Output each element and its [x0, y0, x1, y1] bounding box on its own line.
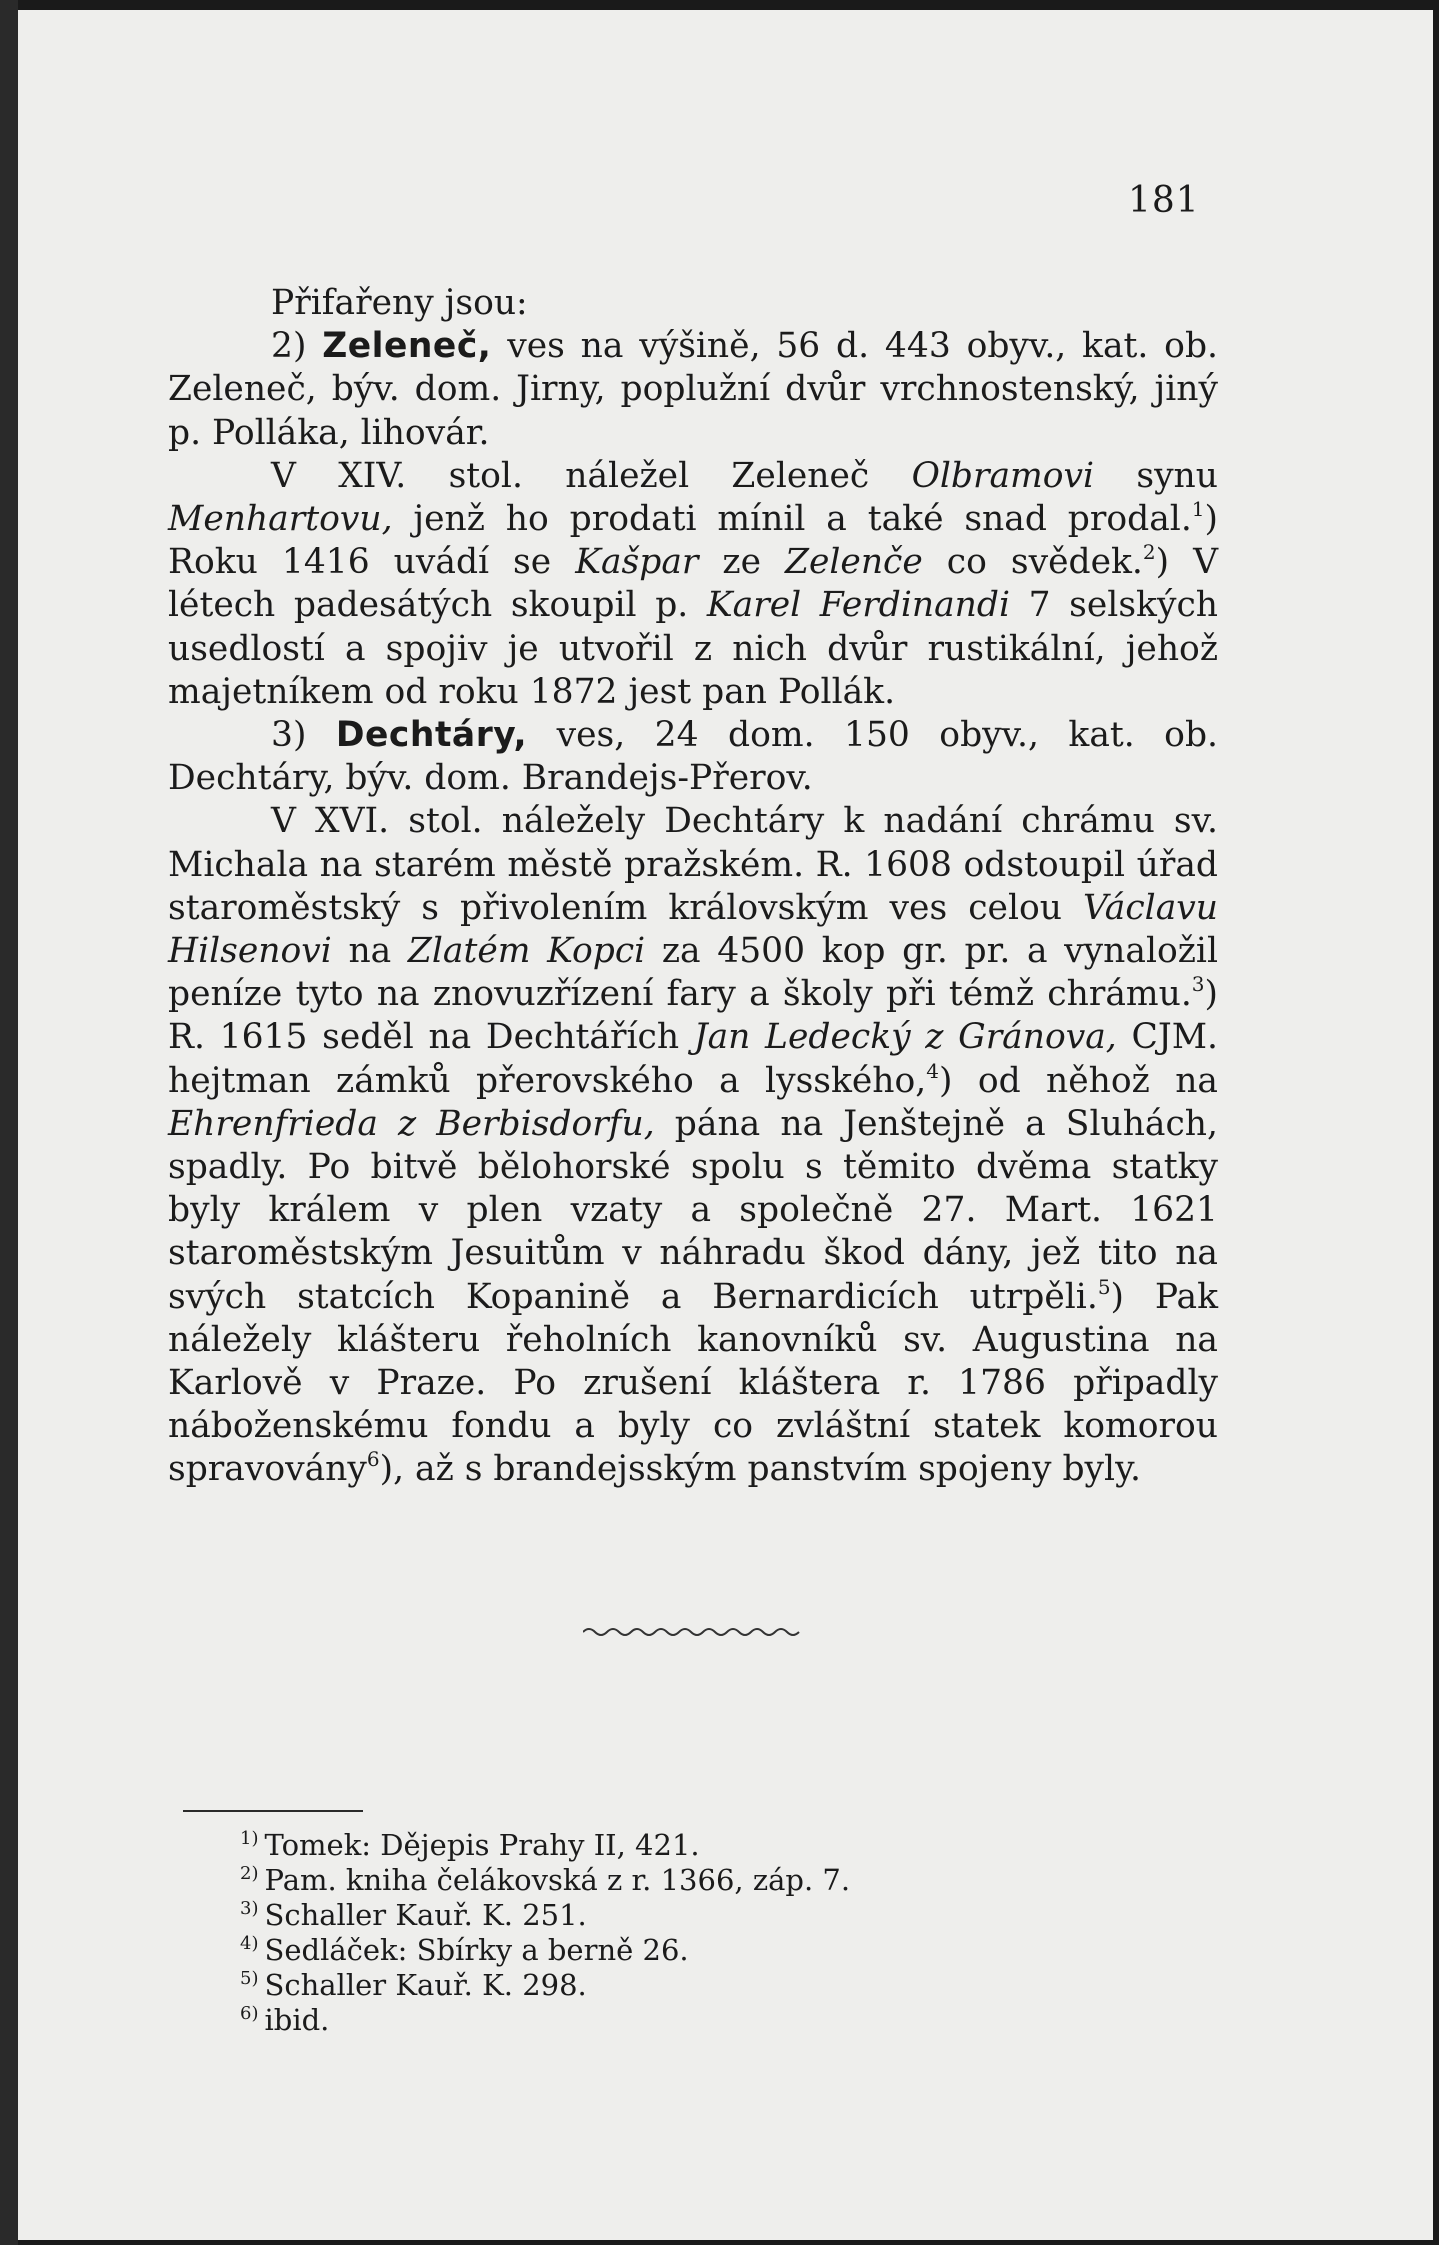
- footnotes: [240, 1828, 850, 2038]
- footnote-item: $^{1)}$ Tomek: Dějepis Prahy II, 421.: [240, 1828, 700, 1862]
- footnote-item: $^{4)}$ Sedláček: Sbírky a berně 26.: [240, 1933, 689, 1967]
- footnote-item: $^{5)}$ Schaller Kauř. K. 298.: [240, 1968, 587, 2002]
- footnote-ref: 4: [926, 1058, 939, 1083]
- entry-name-dechtary: Dechtáry,: [335, 715, 528, 756]
- scan-left-edge: [0, 0, 18, 2245]
- footnote-item: $^{3)}$ Schaller Kauř. K. 251.: [240, 1898, 587, 1932]
- entry-dechtary-intro: 3) Dechtáry, ves, 24 dom. 150 obyv., kat. ob. Dechtáry, býv. dom. Brandejs-Přerov.: [168, 715, 1219, 799]
- entry-dechtary-history: V XVI. stol. náležely Dechtáry k nadání chrámu sv. Michala na starém městě pražském. R. 1608 odstoupil úřad staroměstský s přivolením královským ves celou Václavu Hilsenovi na Zlatém Kopci za 4500 kop gr. pr. a vynaložil peníze tyto na znovuzřízení fary a školy při témž chrámu.$^3$) R. 1615 seděl na Dechtářích Jan Ledecký z Gránova, CJM. hejtman zámků přerovského a lysského,$^4$) od něhož na Ehrenfrieda z Berbisdorfu, pána na Jenštejně a Sluhách, spadly. Po bitvě bělohorské spolu s těmito dvěma statky byly králem v plen vzaty a společně 27. Mart. 1621 staroměstským Jesuitům v náhradu škod dány, jež tito na svých statcích Kopanině a Bernardicích utrpěli.$^5$) Pak náležely klášteru řeholních kanovníků sv. Augustina na Karlově v Praze. Po zrušení kláštera r. 1786 připadly náboženskému fondu a byly co zvláštní statek komorou spravovány$^6$), až s brandejsským panstvím spojeny byly.: [168, 801, 1219, 1490]
- body-text: [168, 282, 1218, 1492]
- footnote-item: $^{6)}$ ibid.: [240, 2003, 330, 2037]
- book-page: [18, 10, 1433, 2240]
- footnote-ref: 6: [366, 1447, 380, 1472]
- entry-zelenec-history: V XIV. stol. náležel Zeleneč Olbramovi synu Menhartovu, jenž ho prodati mínil a také snad prodal.$^1$) Roku 1416 uvádí se Kašpar ze Zelenče co svědek.$^2$) V létech padesátých skoupil p. Karel Ferdinandi 7 selských usedlostí a spojiv je utvořil z nich dvůr rustikální, jehož majetníkem od roku 1872 jest pan Pollák.: [168, 455, 1218, 712]
- footnote-divider: [183, 1810, 363, 1812]
- footnote-item: $^{2)}$ Pam. kniha čelákovská z r. 1366, záp. 7.: [240, 1863, 851, 1897]
- wavy-separator-icon: [583, 1622, 803, 1642]
- footnote-ref: 5: [1097, 1274, 1111, 1299]
- footnote-ref: 1: [1191, 497, 1205, 522]
- footnote-ref: 3: [1191, 972, 1205, 997]
- footnote-ref: 2: [1142, 540, 1156, 565]
- entry-zelenec-intro: 2) Zeleneč, ves na výšině, 56 d. 443 obyv., kat. ob. Zeleneč, býv. dom. Jirny, poplužní dvůr vrchnostenský, jiný p. Polláka, lihovár.: [168, 326, 1218, 453]
- section-heading: Přifařeny jsou:: [271, 283, 528, 323]
- page-number: 181: [1128, 180, 1200, 221]
- entry-name-zelenec: Zeleneč,: [322, 326, 492, 367]
